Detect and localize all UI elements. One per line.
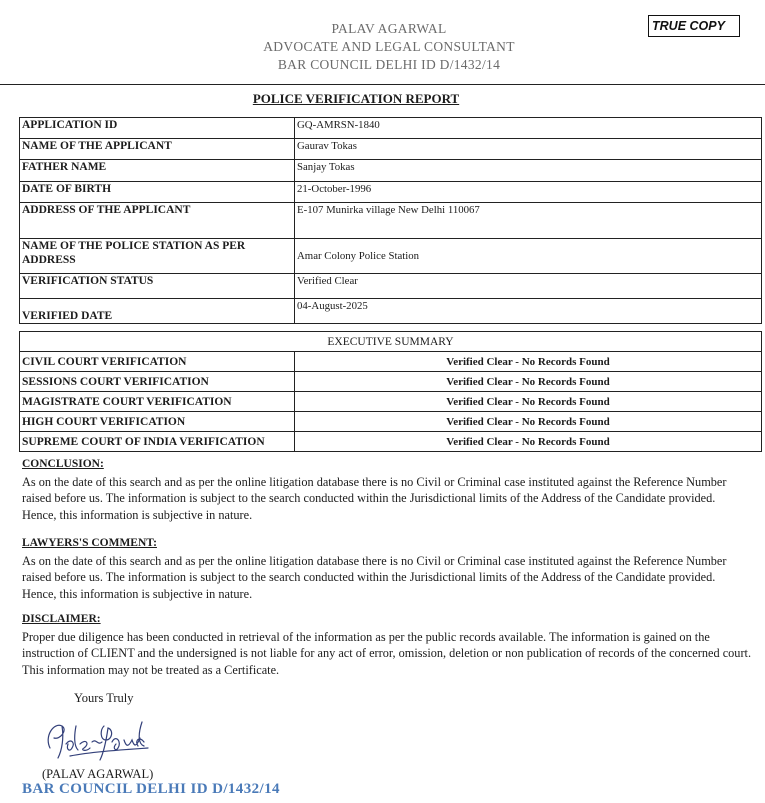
table-header-row bbox=[20, 332, 762, 352]
table-row bbox=[20, 203, 762, 239]
detail-value: Gaurav Tokas bbox=[295, 139, 762, 160]
header-divider bbox=[0, 84, 765, 85]
true-copy-stamp: TRUE COPY bbox=[648, 15, 740, 37]
executive-summary-heading: EXECUTIVE SUMMARY bbox=[20, 332, 762, 352]
report-title: POLICE VERIFICATION REPORT bbox=[252, 91, 460, 106]
conclusion-text: As on the date of this search and as per the online litigation database there is no Civil or Criminal case instituted against the Reference Number raised before us. The information is subject to the search conducted within the Jurisdictional limits of the Address of the Candidate provided. Hence, this information is subjective in nature. bbox=[22, 474, 727, 522]
detail-value: GQ-AMRSN-1840 bbox=[295, 118, 762, 139]
detail-label: ADDRESS OF THE APPLICANT bbox=[20, 203, 295, 239]
executive-summary-table bbox=[19, 331, 762, 452]
footer-bar-council-id: BAR COUNCIL DELHI ID D/1432/14 bbox=[22, 781, 280, 797]
signature bbox=[40, 712, 155, 764]
detail-label: DATE OF BIRTH bbox=[20, 182, 295, 203]
table-row bbox=[20, 274, 762, 299]
table-row bbox=[20, 412, 762, 432]
table-row bbox=[20, 139, 762, 160]
closing-salutation: Yours Truly bbox=[74, 691, 134, 705]
letterhead-designation: ADVOCATE AND LEGAL CONSULTANT bbox=[263, 39, 515, 54]
lawyers-comment-section bbox=[22, 535, 752, 602]
table-row bbox=[20, 299, 762, 324]
letterhead-bar-id: BAR COUNCIL DELHI ID D/1432/14 bbox=[277, 57, 501, 72]
lawyers-comment-text: As on the date of this search and as per the online litigation database there is no Civil or Criminal case instituted against the Reference Number raised before us. The information is subject to the search conducted within the Jurisdictional limits of the Address of the Candidate provided. Hence, this information is subjective in nature. bbox=[22, 553, 727, 601]
court-label: HIGH COURT VERIFICATION bbox=[20, 412, 295, 432]
court-status: Verified Clear - No Records Found bbox=[295, 392, 762, 412]
disclaimer-heading: DISCLAIMER: bbox=[22, 613, 101, 625]
detail-label: APPLICATION ID bbox=[20, 118, 295, 139]
detail-label: FATHER NAME bbox=[20, 160, 295, 182]
conclusion-heading: CONCLUSION: bbox=[22, 458, 104, 470]
court-status: Verified Clear - No Records Found bbox=[295, 412, 762, 432]
applicant-details-table bbox=[19, 117, 762, 324]
conclusion-section bbox=[22, 456, 752, 523]
table-row bbox=[20, 432, 762, 452]
disclaimer-section bbox=[22, 611, 752, 678]
lawyers-comment-heading: LAWYERS'S COMMENT: bbox=[22, 537, 157, 549]
table-row bbox=[20, 372, 762, 392]
detail-label: NAME OF THE APPLICANT bbox=[20, 139, 295, 160]
detail-value: Sanjay Tokas bbox=[295, 160, 762, 182]
disclaimer-text: Proper due diligence has been conducted in retrieval of the information as per the public records available. The information is gained on the instruction of CLIENT and the undersigned is not liable for any act of error, omission, deletion or non publication of records of the concerned court. This information may not be treated as a Certificate. bbox=[22, 629, 752, 677]
signatory-name: (PALAV AGARWAL) bbox=[42, 767, 154, 781]
detail-label: VERIFICATION STATUS bbox=[20, 274, 295, 299]
court-label: MAGISTRATE COURT VERIFICATION bbox=[20, 392, 295, 412]
table-row bbox=[20, 352, 762, 372]
letterhead-name: PALAV AGARWAL bbox=[331, 21, 447, 36]
detail-value: 04-August-2025 bbox=[295, 299, 762, 324]
table-row bbox=[20, 239, 762, 274]
detail-value: 21-October-1996 bbox=[295, 182, 762, 203]
detail-value: E-107 Munirka village New Delhi 110067 bbox=[295, 203, 762, 239]
court-label: CIVIL COURT VERIFICATION bbox=[20, 352, 295, 372]
table-row bbox=[20, 182, 762, 203]
court-label: SUPREME COURT OF INDIA VERIFICATION bbox=[20, 432, 295, 452]
table-row bbox=[20, 392, 762, 412]
detail-label: NAME OF THE POLICE STATION AS PER ADDRESS bbox=[20, 239, 295, 274]
table-row bbox=[20, 160, 762, 182]
detail-label: VERIFIED DATE bbox=[20, 299, 295, 324]
court-status: Verified Clear - No Records Found bbox=[295, 432, 762, 452]
detail-value: Amar Colony Police Station bbox=[295, 239, 762, 274]
detail-value: Verified Clear bbox=[295, 274, 762, 299]
court-label: SESSIONS COURT VERIFICATION bbox=[20, 372, 295, 392]
table-row bbox=[20, 118, 762, 139]
court-status: Verified Clear - No Records Found bbox=[295, 372, 762, 392]
court-status: Verified Clear - No Records Found bbox=[295, 352, 762, 372]
